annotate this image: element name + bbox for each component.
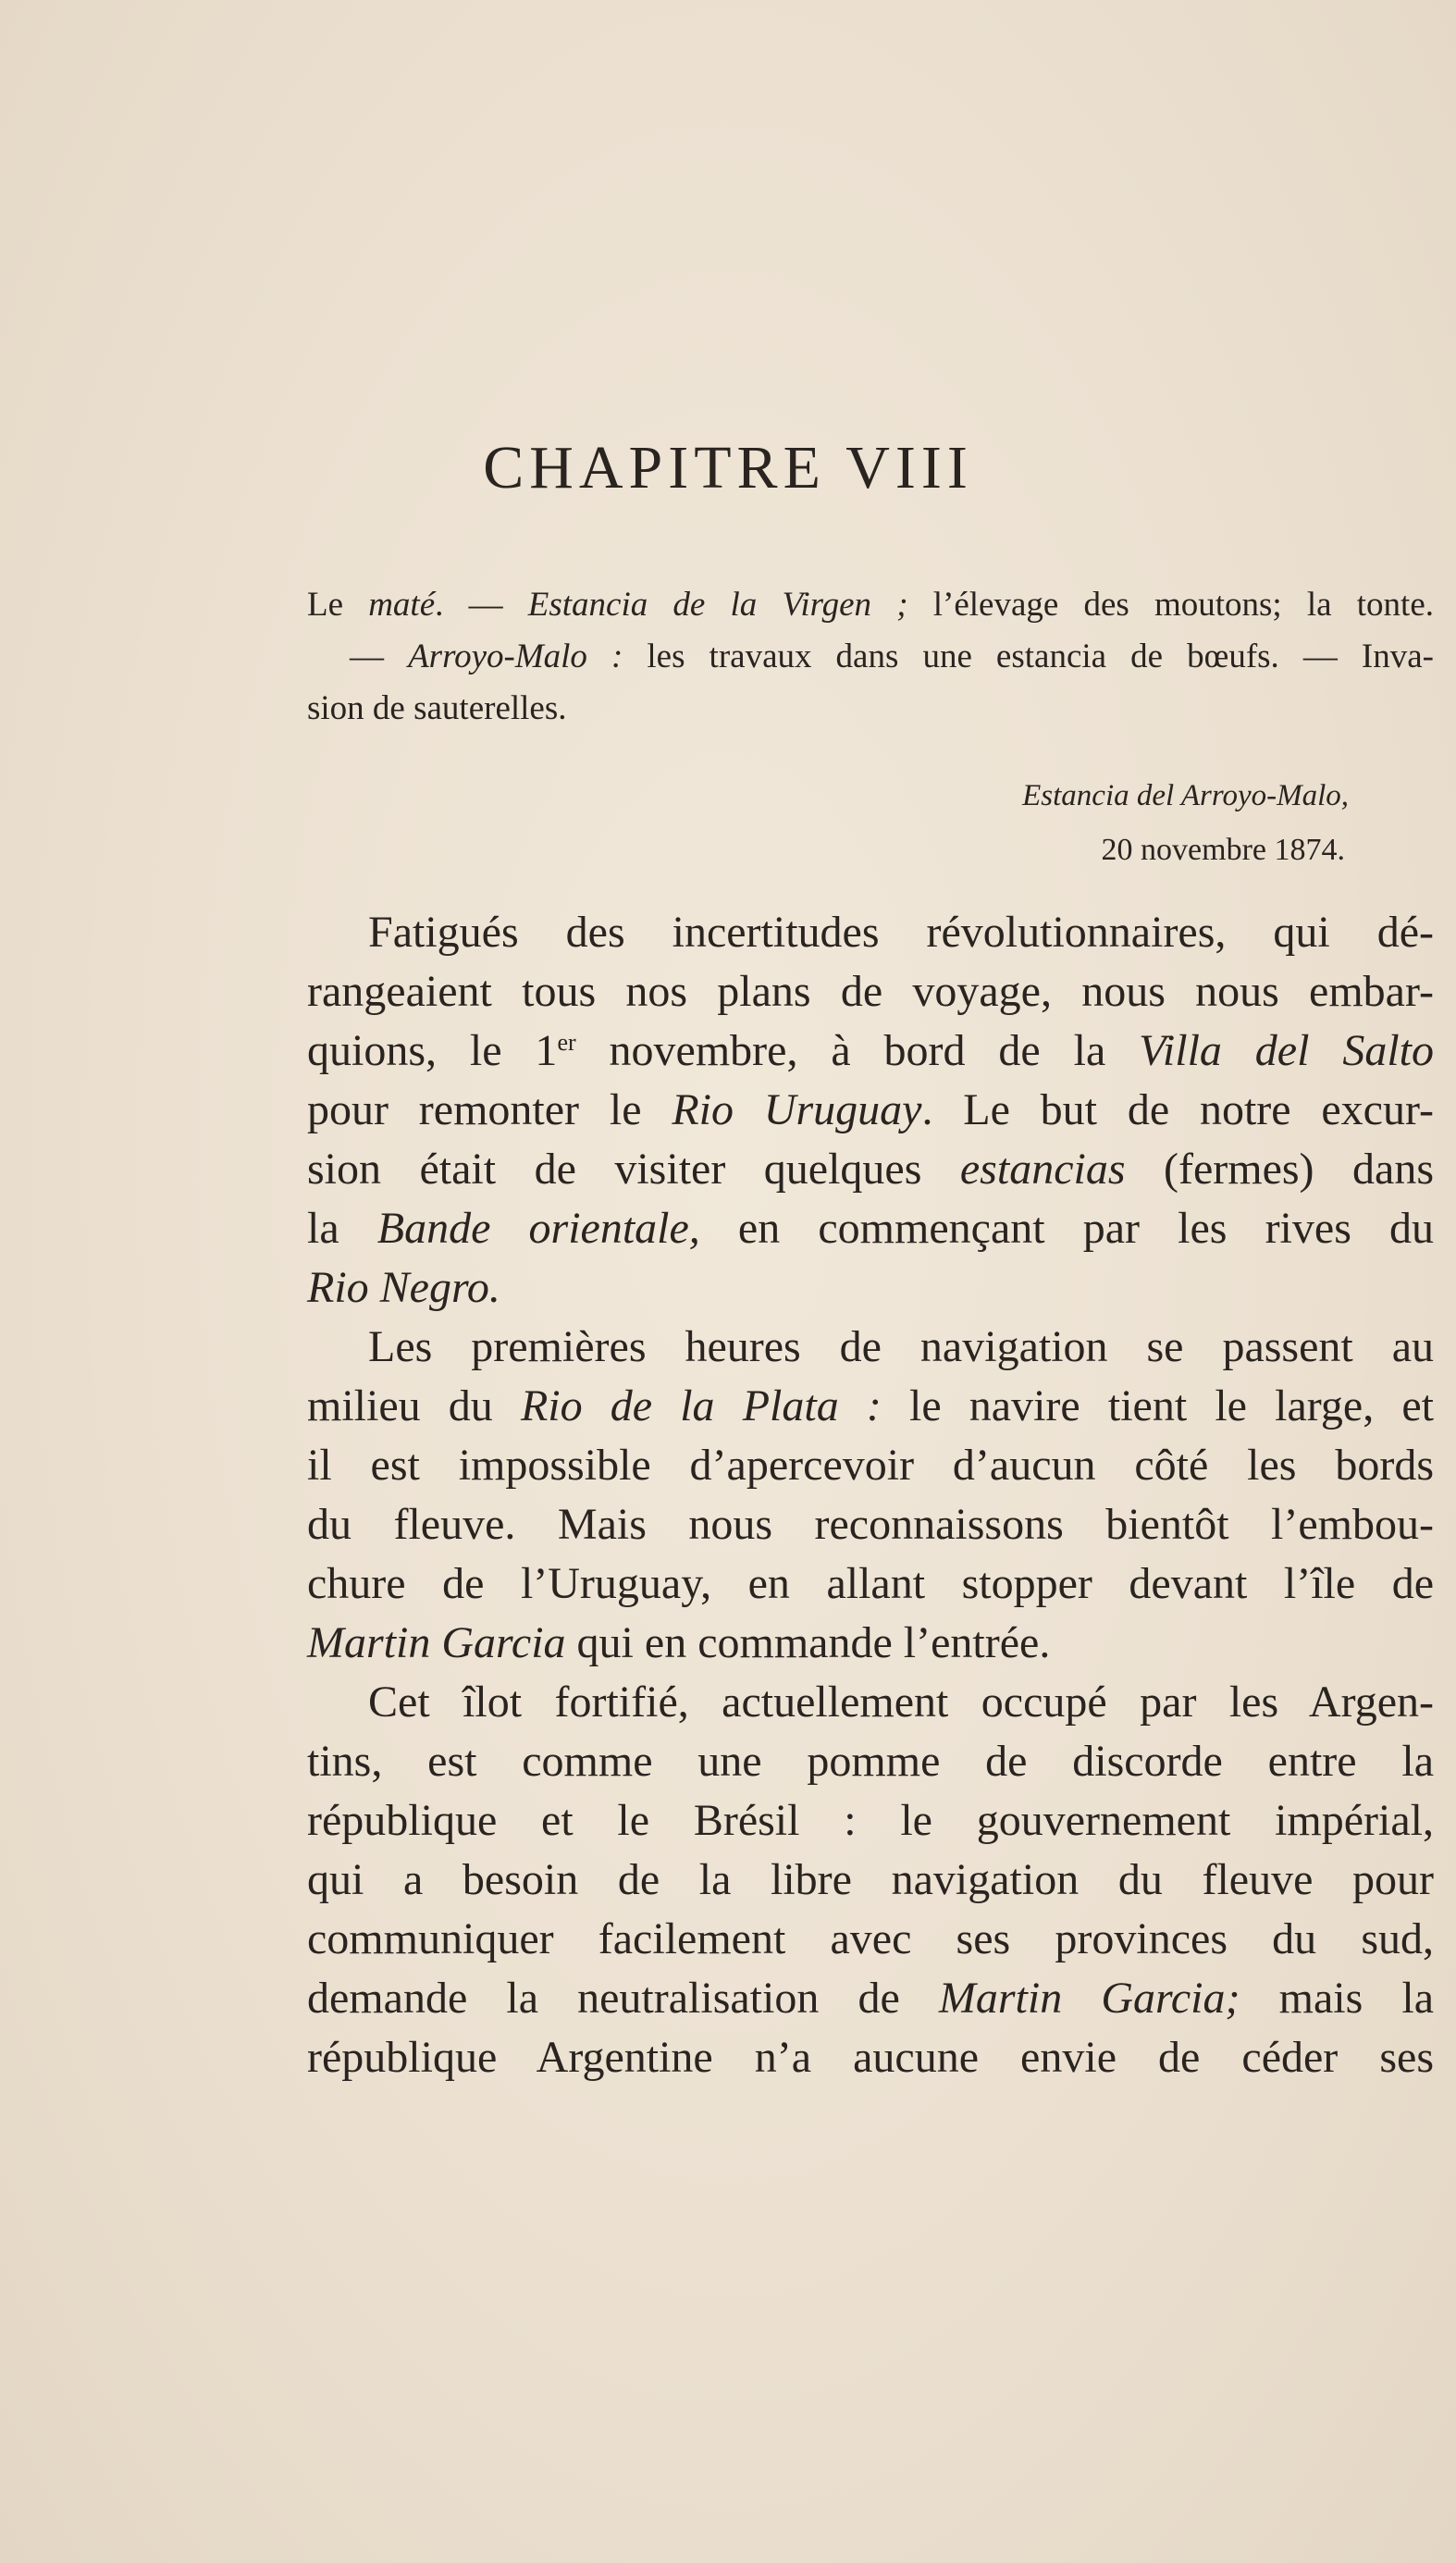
paragraph-1-line: sion était de visiter quelques estancias (fermes) dans <box>307 1145 1434 1194</box>
paragraph-2-line: chure de l’Uruguay, en allant stopper devant l’île de <box>307 1559 1434 1608</box>
paragraph-1-line: Rio Negro. <box>307 1263 500 1312</box>
paragraph-3-line: demande la neutralisation de Martin Garcia; mais la <box>307 1974 1435 2023</box>
dateline-place: Estancia del Arroyo-Malo, <box>1022 779 1349 812</box>
paragraph-3-line: tins, est comme une pomme de discorde entre la <box>307 1737 1434 1786</box>
paragraph-3-line: république Argentine n’a aucune envie de céder ses <box>307 2033 1434 2082</box>
paragraph-1-line: la Bande orientale, en commençant par les rives du <box>307 1204 1434 1253</box>
summary-line: Le maté. — Estancia de la Virgen ; l’élevage des moutons; la tonte. <box>307 586 1434 624</box>
dateline-date: 20 novembre 1874. <box>1101 833 1345 867</box>
paragraph-3-line: communiquer facilement avec ses provinces du sud, <box>307 1914 1434 1963</box>
paragraph-2-line: Martin Garcia qui en commande l’entrée. <box>307 1618 1051 1667</box>
paragraph-1-line: rangeaient tous nos plans de voyage, nous nous embar- <box>307 967 1434 1016</box>
paragraph-1-line: Fatigués des incertitudes révolutionnaires, qui dé- <box>368 908 1434 957</box>
body-text <box>307 903 1434 2087</box>
paragraph-1-line: pour remonter le Rio Uruguay. Le but de notre excur- <box>307 1085 1434 1134</box>
paragraph-2-line: milieu du Rio de la Plata : le navire tient le large, et <box>307 1381 1434 1430</box>
chapter-title: CHAPITRE VIII <box>483 434 973 501</box>
paragraph-3-line: Cet îlot fortifié, actuellement occupé par les Argen- <box>368 1678 1434 1727</box>
summary-line: — Arroyo-Malo : les travaux dans une estancia de bœufs. — Inva- <box>350 638 1434 675</box>
summary-line: sion de sauterelles. <box>307 689 567 727</box>
paragraph-2-line: du fleuve. Mais nous reconnaissons bientôt l’embou- <box>307 1500 1434 1549</box>
paragraph-1-line: quions, le 1er novembre, à bord de la Villa del Salto <box>307 1026 1434 1075</box>
paragraph-2-line: Les premières heures de navigation se passent au <box>368 1322 1434 1371</box>
paragraph-3-line: qui a besoin de la libre navigation du fleuve pour <box>307 1855 1434 1904</box>
chapter-summary <box>307 579 1434 735</box>
paragraph-3-line: république et le Brésil : le gouvernement impérial, <box>307 1796 1434 1845</box>
paragraph-2-line: il est impossible d’apercevoir d’aucun côté les bords <box>307 1441 1434 1490</box>
